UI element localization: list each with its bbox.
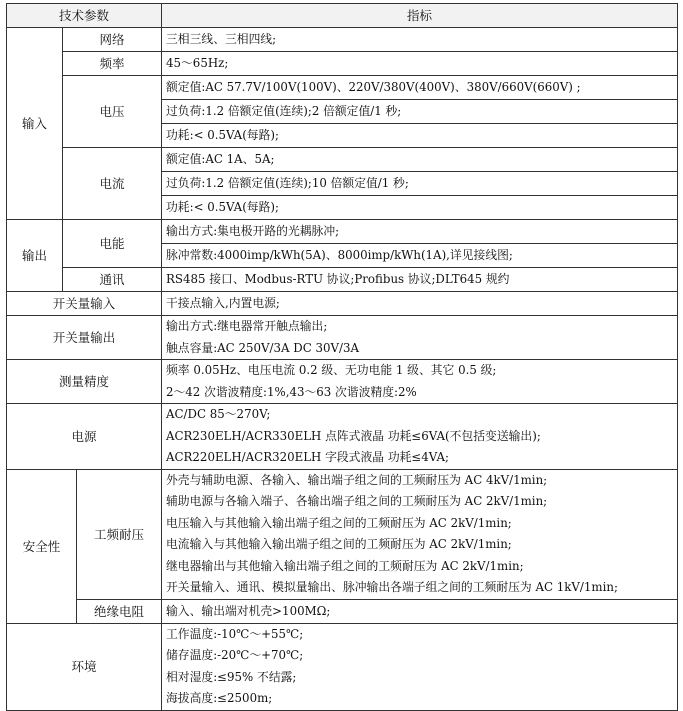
frequency-label: 频率 bbox=[63, 52, 162, 76]
voltage-label: 电压 bbox=[63, 76, 162, 148]
withstand-label: 工频耐压 bbox=[77, 469, 162, 599]
current-rated-row bbox=[7, 148, 678, 172]
safety-withstand-row bbox=[7, 469, 678, 599]
power-supply-line: AC/DC 85～270V; bbox=[166, 407, 271, 421]
withstand-line: 辅助电源与各输入端子、各输出端子组之间的工频耐压为 AC 2kV/1min; bbox=[166, 494, 548, 508]
environment-row bbox=[7, 623, 678, 710]
withstand-line: 外壳与辅助电源、各输入、输出端子组之间的工频耐压为 AC 4kV/1min; bbox=[166, 472, 548, 487]
power-supply-row bbox=[7, 404, 678, 470]
environment-line: 储存温度:-20℃～+70℃; bbox=[166, 648, 304, 662]
network-row bbox=[7, 28, 678, 52]
switch-output-label: 开关量输出 bbox=[7, 316, 162, 360]
withstand-line: 电流输入与其他输入输出端子组之间的工频耐压为 AC 2kV/1min; bbox=[166, 537, 512, 551]
energy-label: 电能 bbox=[63, 220, 162, 268]
accuracy-line: 2～42 次谐波精度:1%,43～63 次谐波精度:2% bbox=[166, 384, 417, 399]
voltage-rated: 额定值:AC 57.7V/100V(100V)、220V/380V(400V)、380V/660V(660V) ; bbox=[162, 76, 678, 100]
switch-input-row bbox=[7, 292, 678, 316]
network-label: 网络 bbox=[63, 28, 162, 52]
accuracy-row bbox=[7, 360, 678, 404]
insulation-label: 绝缘电阻 bbox=[77, 599, 162, 623]
power-supply-label: 电源 bbox=[7, 404, 162, 470]
comm-row bbox=[7, 268, 678, 292]
withstand-line: 电压输入与其他输入输出端子组之间的工频耐压为 AC 2kV/1min; bbox=[166, 515, 512, 530]
current-rated: 额定值:AC 1A、5A; bbox=[162, 148, 678, 172]
switch-input-value: 干接点输入,内置电源; bbox=[162, 292, 678, 316]
withstand-line: 继电器输出与其他输入输出端子组之间的工频耐压为 AC 2kV/1min; bbox=[166, 558, 524, 573]
frequency-row bbox=[7, 52, 678, 76]
current-power: 功耗:< 0.5VA(每路); bbox=[162, 196, 678, 220]
switch-output-row bbox=[7, 316, 678, 360]
energy-mode-row bbox=[7, 220, 678, 244]
power-supply-line: ACR220ELH/ACR320ELH 字段式液晶 功耗≤4VA; bbox=[166, 450, 450, 464]
accuracy-label: 测量精度 bbox=[7, 360, 162, 404]
environment-value bbox=[162, 623, 678, 710]
power-supply-line: ACR230ELH/ACR330ELH 点阵式液晶 功耗≤6VA(不包括变送输出); bbox=[166, 428, 541, 443]
energy-pulse: 脉冲常数:4000imp/kWh(5A)、8000imp/kWh(1A),详见接线图; bbox=[162, 244, 678, 268]
safety-label: 安全性 bbox=[7, 469, 77, 623]
header-row bbox=[7, 4, 678, 28]
input-label: 输入 bbox=[7, 28, 63, 220]
switch-output-line: 输出方式:继电器常开触点输出; bbox=[166, 319, 328, 333]
current-overload: 过负荷:1.2 倍额定值(连续);10 倍额定值/1 秒; bbox=[162, 172, 678, 196]
environment-line: 相对湿度:≤95% 不结露; bbox=[166, 669, 297, 684]
voltage-overload: 过负荷:1.2 倍额定值(连续);2 倍额定值/1 秒; bbox=[162, 100, 678, 124]
voltage-power: 功耗:< 0.5VA(每路); bbox=[162, 124, 678, 148]
switch-input-label: 开关量输入 bbox=[7, 292, 162, 316]
header-index: 指标 bbox=[162, 4, 678, 28]
spec-table bbox=[6, 3, 678, 711]
frequency-value: 45～65Hz; bbox=[162, 52, 678, 76]
voltage-rated-row bbox=[7, 76, 678, 100]
network-value: 三相三线、三相四线; bbox=[162, 28, 678, 52]
withstand-value bbox=[162, 469, 678, 599]
withstand-line: 开关量输入、通讯、模拟量输出、脉冲输出各端子组之间的工频耐压为 AC 1kV/1min; bbox=[166, 580, 618, 594]
header-param: 技术参数 bbox=[7, 4, 162, 28]
safety-insulation-row bbox=[7, 599, 678, 623]
switch-output-value bbox=[162, 316, 678, 360]
accuracy-line: 频率 0.05Hz、电压电流 0.2 级、无功电能 1 级、其它 0.5 级; bbox=[166, 363, 497, 377]
switch-output-line: 触点容量:AC 250V/3A DC 30V/3A bbox=[166, 340, 360, 355]
comm-label: 通讯 bbox=[63, 268, 162, 292]
accuracy-value bbox=[162, 360, 678, 404]
environment-label: 环境 bbox=[7, 623, 162, 710]
output-label: 输出 bbox=[7, 220, 63, 292]
environment-line: 海拔高度:≤2500m; bbox=[166, 691, 273, 705]
current-label: 电流 bbox=[63, 148, 162, 220]
comm-value: RS485 接口、Modbus-RTU 协议;Profibus 协议;DLT645 规约 bbox=[162, 268, 678, 292]
environment-line: 工作温度:-10℃～+55℃; bbox=[166, 626, 304, 641]
insulation-value: 输入、输出端对机壳>100MΩ; bbox=[162, 599, 678, 623]
energy-mode: 输出方式:集电极开路的光耦脉冲; bbox=[162, 220, 678, 244]
power-supply-value bbox=[162, 404, 678, 470]
